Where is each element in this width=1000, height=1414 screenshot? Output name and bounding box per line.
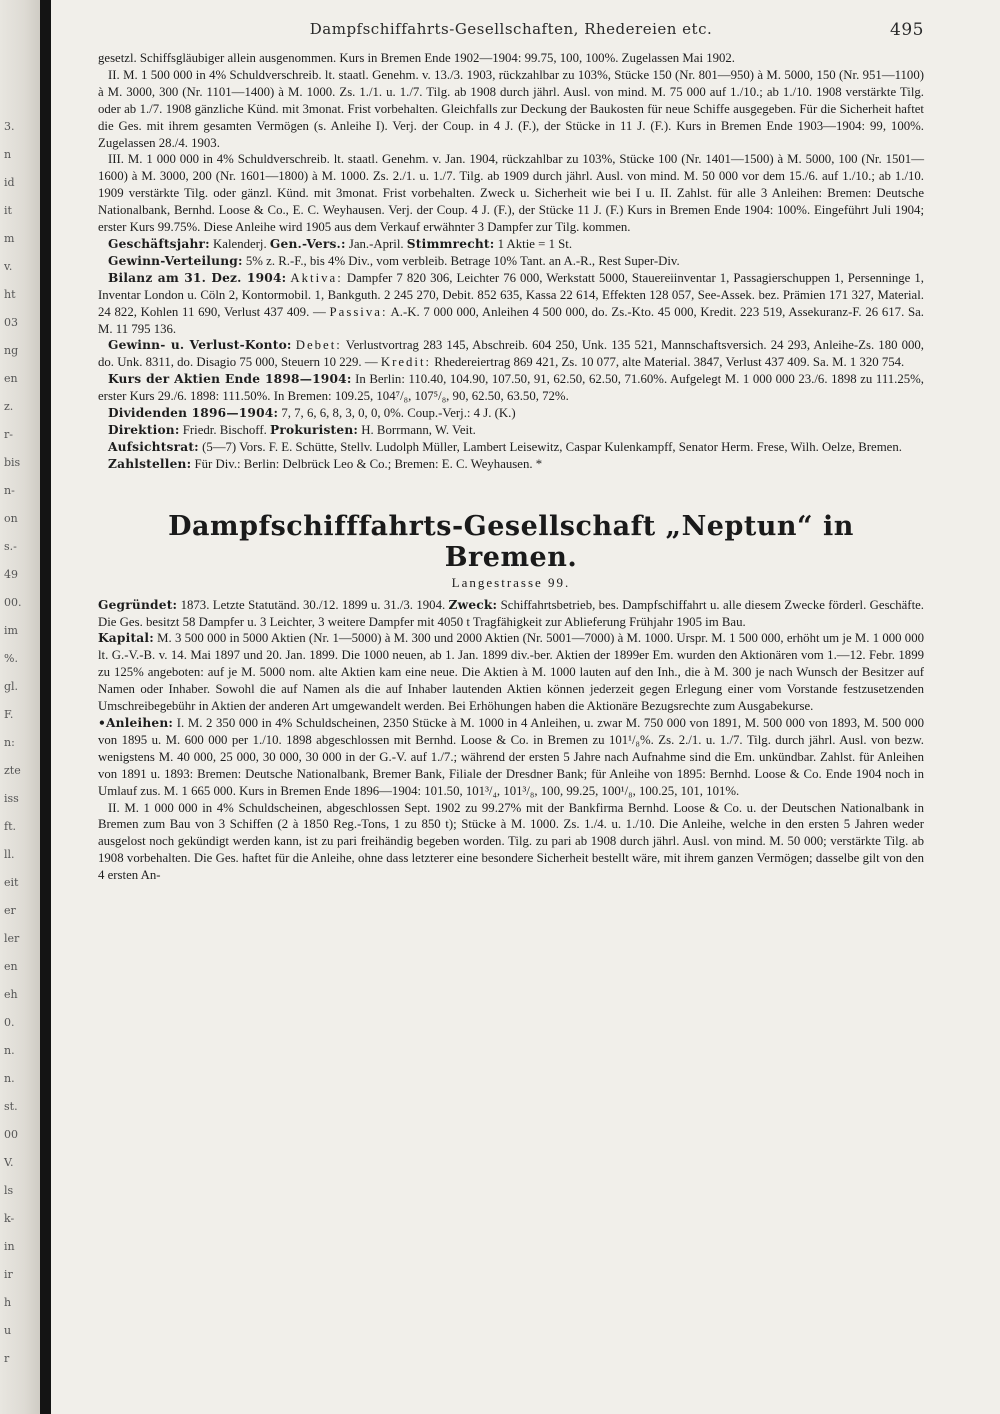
binding-fragment: er [4, 904, 16, 917]
label-kurs: Kurs der Aktien Ende 1898—1904: [108, 372, 352, 387]
update-star: * [535, 456, 543, 471]
binding-fragment: en [4, 372, 18, 385]
label-zahlstellen: Zahlstellen: [108, 456, 192, 471]
running-head [98, 20, 924, 50]
binding-fragment: id [4, 176, 15, 189]
value-genvers: Jan.-April. [348, 236, 404, 251]
binding-fragment: ft. [4, 820, 16, 833]
binding-fragment: 00 [4, 1128, 18, 1141]
binding-fragment: im [4, 624, 18, 637]
value-gewinn: 5% z. R.-F., bis 4% Div., vom verbleib. Betrage 10% Tant. an A.-R., Rest Super-Div. [245, 253, 680, 268]
paragraph-loan-ii: II. M. 1 500 000 in 4% Schuldverschreib. lt. staatl. Genehm. v. 13./3. 1903, rückzahlbar zu 103%, Stücke 150 (Nr. 801—950) à M. 5000, 150 (Nr. 951—1100) à M. 3000, 300 (Nr. 1101—1400) à M. 1000. Zs. 1./1. u. 1./7. Tilg. ab 1908 durch jährl. Ausl. von mind. M. 75 000 auf 1./10.; ab 1./10. 1908 verstärkte Tilg. oder ab 1./7. 1908 gänzliche Künd. mit 3monat. Frist vorbehalten. Gleichfalls zur Deckung der Baukosten für neue Schiffe ausgegeben. Für die Sicherheit haftet die Ges. mit ihrem gesamten Vermögen (s. Anleihe I). Verj. der Coup. in 4 J. (F.), der Stücke in 11 J. (F.). Kurs in Bremen Ende 1903—1904: 99, 100%. Zugelassen 28./4. 1903. [98, 67, 924, 150]
binding-fragment: ht [4, 288, 16, 301]
binding-fragment: it [4, 204, 12, 217]
binding-fragment: n. [4, 1044, 15, 1057]
binding-fragment: n [4, 148, 12, 161]
label-genvers: Gen.-Vers.: [269, 236, 346, 251]
entry-direktion [98, 422, 924, 439]
label-bilanz: Bilanz am 31. Dez. 1904: [108, 270, 287, 285]
label-stimmrecht: Stimmrecht: [406, 236, 495, 251]
entry-dividenden [98, 405, 924, 422]
binding-fragment: in [4, 1240, 15, 1253]
entry-bilanz [98, 270, 924, 338]
entry-kapital [98, 630, 924, 715]
binding-fragment: st. [4, 1100, 18, 1113]
label-passiva: Passiva: [329, 304, 388, 319]
binding-fragment: ir [4, 1268, 13, 1281]
entry-anleihen-ii: II. M. 1 000 000 in 4% Schuldscheinen, abgeschlossen Sept. 1902 zu 99.27% mit der Bankfirma Bernhd. Loose & Co. u. der Deutschen Nationalbank in Bremen zum Bau von 3 Schiffen (2 à 1850 Reg.-Tons, 1 zu 850 t); Stücke à M. 1000. Zs. 1./4. u. 1./10. Die Anleihe, welche in den ersten 5 Jahren weder ausgelost noch gekündigt werden kann, ist zu pari freihändig begeben worden. Tilg. zu pari ab 1908 durch jährl. Ausl. von mind. M. 50 000; verstärkte Tilg. ab 1908 vorbehalten. Die Ges. haftet für die Anleihe, ohne dass letzterer eine besondere Sicherheit bestellt wäre, mit ihrem ganzen Vermögen; dasselbe gilt von den 4 ersten An- [98, 800, 924, 883]
company-address: Langestrasse 99. [451, 574, 571, 590]
binding-fragment: z. [4, 400, 14, 413]
binding-fragment: n: [4, 736, 15, 749]
value-guv-debet: Verlustvortrag 283 145, Abschreib. 604 250, Unk. 135 521, Mannschaftsversich. 24 293, Anleihe-Zs. 180 000, do. Unk. 8311, do. Disagio 75 000, Steuern 10 229. — [98, 338, 925, 370]
binding-fragment: F. [4, 708, 14, 721]
binding-fragment: %. [4, 652, 18, 665]
value-prokuristen: H. Borrmann, W. Veit. [361, 422, 476, 437]
label-anleihen: •Anleihen: [98, 716, 174, 730]
entry-geschaeftsjahr [98, 236, 924, 253]
entry-gewinn [98, 253, 924, 270]
binding-fragment: k- [4, 1212, 15, 1225]
binding-fragment: n. [4, 1072, 15, 1085]
label-prokuristen: Prokuristen: [270, 422, 359, 437]
entry-zahlstellen [98, 456, 924, 473]
label-gegruendet: Gegründet: [98, 597, 178, 612]
entry-guv [98, 337, 924, 371]
entry-aufsichtsrat [98, 439, 924, 456]
binding-fragment: eit [4, 876, 19, 889]
value-dividenden: 7, 7, 6, 6, 8, 3, 0, 0, 0%. Coup.-Verj.: 4 J. (K.) [281, 406, 516, 421]
label-aufsichtsrat: Aufsichtsrat: [108, 439, 199, 454]
label-aktiva: Aktiva: [290, 270, 343, 285]
binding-fragment: 03 [4, 316, 18, 329]
binding-fragment: ll. [4, 848, 15, 861]
value-zahlstellen: Für Div.: Berlin: Delbrück Leo & Co.; Bremen: E. C. Weyhausen. [194, 456, 533, 471]
label-kapital: Kapital: [98, 631, 154, 646]
paragraph-loan-iii: III. M. 1 000 000 in 4% Schuldverschreib. lt. staatl. Genehm. v. Jan. 1904, rückzahlbar zu 103%, Stücke 100 (Nr. 1401—1500) à M. 5000, 100 (Nr. 1501—1600) à M. 3000, 200 (Nr. 1601—1800) à M. 1000. Zs. 2./1. u. 1./7. Tilg. ab 1909 durch jährl. Ausl. von mind. M. 50 000 vor dem 15./6. auf 1./10.; ab 1./10. 1909 verstärkte Tilg. oder gänzl. Künd. mit 3monat. Frist vorbehalten. Zweck u. Sicherheit wie bei I u. II. Zahlst. für alle 3 Anleihen: Bremen: Deutsche Nationalbank, Bernhd. Loose & Co., E. C. Weyhausen. Verj. der Coup. 4 J. (F.), der Stücke 11 J. (F.) Kurs in Bremen Ende 1904: 100%. Eingeführt Juli 1904; erster Kurs 99.75%. Diese Anleihe wird 1905 aus dem Verkauf erwähnter 3 Dampfer zur Tilg. kommen. [98, 152, 924, 235]
value-direktion: Friedr. Bischoff. [182, 422, 267, 437]
binding-fragment: V. [4, 1156, 14, 1169]
label-gewinn: Gewinn-Verteilung: [108, 253, 243, 268]
entry-kurs [98, 371, 924, 405]
binding-fragment: v. [4, 260, 13, 273]
binding-fragment: en [4, 960, 18, 973]
running-head-title: Dampfschiffahrts-Gesellschaften, Rhedereien etc. [309, 20, 713, 38]
binding-fragment: m [4, 232, 15, 245]
company-title: Dampfschifffahrts-Gesellschaft „Neptun“ in Bremen. [168, 510, 854, 573]
binding-fragment: r [4, 1352, 10, 1365]
page-number: 495 [890, 20, 924, 40]
label-zweck: Zweck: [448, 597, 498, 612]
binding-fragment: ls [4, 1184, 14, 1197]
label-dividenden: Dividenden 1896—1904: [108, 406, 279, 421]
label-direktion: Direktion: [108, 422, 180, 437]
binding-fragment: zte [4, 764, 21, 777]
binding-fragment: 00. [4, 596, 22, 609]
value-bilanz-passiva: A.-K. 7 000 000, Anleihen 4 500 000, do. Zs.-Kto. 45 000, Kredit. 223 519, Assekuranz-F. 26 617. Sa. M. 11 795 136. [98, 304, 924, 336]
page [98, 20, 924, 884]
entry-anleihen [98, 715, 924, 800]
binding-fragment: s.- [4, 540, 17, 553]
entry-gegruendet [98, 597, 924, 631]
binding-fragment: u [4, 1324, 12, 1337]
binding-fragment: ng [4, 344, 19, 357]
value-aufsichtsrat: (5—7) Vors. F. E. Schütte, Stellv. Ludolph Müller, Lambert Leisewitz, Caspar Kulenkampff, Senator Herm. Frese, Wilh. Oelze, Bremen. [202, 439, 902, 454]
label-kredit: Kredit: [380, 355, 432, 370]
value-kapital: M. 3 500 000 in 5000 Aktien (Nr. 1—5000) à M. 300 und 2000 Aktien (Nr. 5001—7000) à M. 1000. Urspr. M. 1 500 000, erhöht um je M. 1 000 000 lt. G.-V.-B. v. 14. Mai 1897 und 20. Jan. 1899. Die 1000 neuen, ab 1. Jan. 1899 div.-ber. Aktien der 1899er Em. wurden den Aktionären vom 1.—12. Febr. 1899 zu 125% angeboten: auf je M. 5000 nom. alte Aktien kam eine neue. Die Aktien à M. 1000 lauten auf den Inh., die à M. 300 je nach Wunsch der Besitzer auf Namen oder Inhaber. Sowohl die auf Namen als die auf Inhaber lautenden Aktien können jederzeit gegen Erlegung einer vom Vorstande festzusetzenden Umschreibegebühr in Aktien der anderen Art umgewandelt werden. Bei Erhöhungen haben die Aktionäre Bezugsrechte zum Ausgabekurse. [98, 631, 924, 714]
label-debet: Debet: [295, 338, 342, 353]
value-bilanz-aktiva: Dampfer 7 820 306, Leichter 76 000, Werkstatt 5000, Stauereiinventar 1, Passagierschuppen 1, Persenninge 1, Inventar London u. Cöln 2, Kontormobil. 1, Bankguth. 2 245 270, Debit. 852 635, Kassa 22 614, Effekten 128 057, See-Assek. bez. Prämien 171 327, Material. 24 822, Kohlen 11 690, Verlust 437 409. — [98, 270, 924, 319]
binding-fragment: 3. [4, 120, 15, 133]
binding-fragment: bis [4, 456, 21, 469]
binding-fragment: eh [4, 988, 18, 1001]
binding-margin [0, 0, 40, 1414]
value-zweck: Schiffahrtsbetrieb, bes. Dampfschiffahrt u. alle diesem Zwecke förderl. Geschäfte. Die Ges. besitzt 58 Dampfer u. 3 Leichter, 3 weitere Dampfer mit 4050 t Tragfähigkeit zur Ablieferung Frühjahr 1905 im Bau. [98, 597, 925, 629]
gutter-shadow [40, 0, 51, 1414]
label-guv: Gewinn- u. Verlust-Konto: [108, 338, 292, 353]
binding-fragment: iss [4, 792, 19, 805]
value-gegruendet: 1873. Letzte Statutänd. 30./12. 1899 u. 31./3. 1904. [180, 597, 446, 612]
value-geschaeftsjahr: Kalenderj. [213, 236, 267, 251]
binding-fragment: ler [4, 932, 20, 945]
binding-fragment: 0. [4, 1016, 15, 1029]
value-kurs: In Berlin: 110.40, 104.90, 107.50, 91, 62.50, 62.50, 71.60%. Aufgelegt M. 1 000 000 23./6. 1898 zu 111.25%, erster Kurs 29./6. 1898: 111.50%. In Bremen: 109.25, 104⁷/₈, 107⁵/₈, 90, 62.50, 63.50, 72%. [98, 372, 924, 404]
binding-fragment: n- [4, 484, 15, 497]
label-geschaeftsjahr: Geschäftsjahr: [108, 236, 210, 251]
value-anleihen-i: I. M. 2 350 000 in 4% Schuldscheinen, 2350 Stücke à M. 1000 in 4 Anleihen, u. zwar M. 750 000 von 1891, M. 500 000 von 1893, M. 500 000 von 1895 u. M. 600 000 per 1./10. 1898 abgeschlossen mit Bernhd. Loose & Co. in Bremen zu 101¹/₈%. Zs. 2./1. u. 1./7. Tilg. durch jährl. Ausl. von bezw. wenigstens M. 40 000, 25 000, 30 000, 30 000 in der G.-V. auf 1./7.; während der ersten 5 Jahre nach Aufnahme sind die Em. unkündbar. Zahlst. für Anleihen von 1891 u. 1893: Bremen: Deutsche Nationalbank, Bremer Bank, Filiale der Dresdner Bank; für Anleihe von 1895: Bernhd. Loose & Co. Ende 1904 noch in Umlauf zus. M. 1 665 000. Kurs in Bremen Ende 1896—1904: 101.50, 101³/₄, 101³/₈, 100, 99.25, 100¹/₈, 100.25, 101, 101%. [98, 716, 925, 798]
binding-fragment: h [4, 1296, 12, 1309]
value-stimmrecht: 1 Aktie = 1 St. [497, 236, 573, 251]
binding-fragment: gl. [4, 680, 19, 693]
binding-fragment: r- [4, 428, 13, 441]
binding-fragment: 49 [4, 568, 18, 581]
binding-fragment: on [4, 512, 18, 525]
paragraph-continuation: gesetzl. Schiffsgläubiger allein ausgenommen. Kurs in Bremen Ende 1902—1904: 99.75, 100, 100%. Zugelassen Mai 1902. [98, 51, 736, 65]
value-guv-kredit: Rhedereiertrag 869 421, Zs. 10 077, alte Material. 3847, Verlust 437 409. Sa. M. 1 320 754. [434, 355, 905, 370]
